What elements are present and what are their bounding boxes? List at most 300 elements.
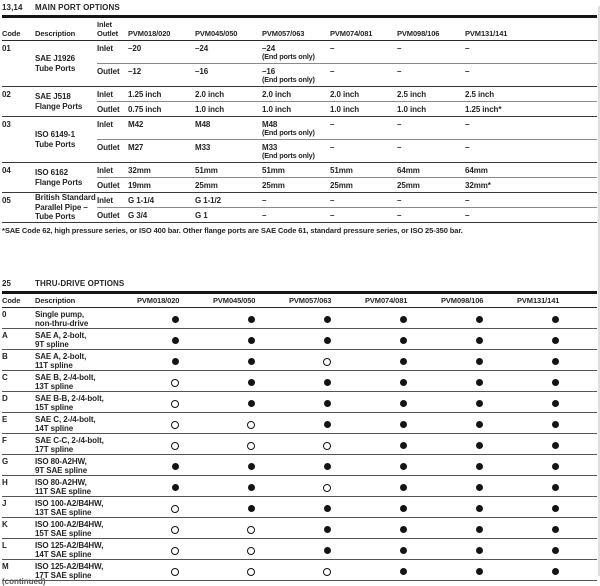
filled-dot-icon <box>248 505 255 512</box>
description-line: Parallel Pipe – <box>35 202 88 212</box>
column-header-code: Code <box>2 296 21 305</box>
port-value: 25mm <box>262 181 285 190</box>
column-header-model: PVM057/063 <box>262 29 305 38</box>
filled-dot-icon <box>476 316 483 323</box>
column-header-model: PVM131/141 <box>517 296 560 305</box>
row-code: J <box>2 498 7 508</box>
row-code: A <box>2 330 8 340</box>
availability-cell <box>137 434 213 454</box>
filled-dot-icon <box>552 358 559 365</box>
outlet-row-label: Outlet <box>97 101 128 116</box>
port-value-note: (End ports only) <box>262 128 315 137</box>
inlet-header-label: Inlet <box>97 20 112 29</box>
description-line: ISO 80-A2HW, <box>35 456 87 466</box>
outlet-header-label: Outlet <box>97 29 119 38</box>
port-value: 1.0 inch <box>330 105 359 114</box>
availability-cell <box>137 329 213 349</box>
port-value: – <box>465 120 470 129</box>
description-line: 9T spline <box>35 339 69 349</box>
port-value: –16 <box>262 67 276 76</box>
port-value-cell <box>195 117 262 139</box>
port-value: – <box>465 211 470 220</box>
availability-cell <box>137 476 213 496</box>
port-value-note: (End ports only) <box>262 75 315 84</box>
port-value-cell <box>465 41 597 63</box>
availability-cell <box>517 518 593 538</box>
inlet-row-label: Inlet <box>97 90 113 99</box>
filled-dot-icon <box>248 316 255 323</box>
filled-dot-icon <box>552 421 559 428</box>
port-value-cell <box>397 101 465 116</box>
availability-cell <box>441 413 517 433</box>
hollow-dot-icon <box>171 379 179 387</box>
description-line: SAE A, 2-bolt, <box>35 330 87 340</box>
availability-cell <box>365 455 441 475</box>
port-value-cell <box>465 101 597 116</box>
availability-cell <box>441 497 517 517</box>
table-footnote: *SAE Code 62, high pressure series, or ISO 400 bar. Other flange ports are SAE Code 61, standard pressure series, or ISO 25-350 bar. <box>2 226 463 235</box>
filled-dot-icon <box>324 379 331 386</box>
description-line: Flange Ports <box>35 101 83 111</box>
hollow-dot-icon <box>247 547 255 555</box>
row-description <box>35 413 137 433</box>
outlet-row-label: Outlet <box>97 207 128 222</box>
filled-dot-icon <box>552 316 559 323</box>
port-value: – <box>330 67 335 76</box>
main-port-row <box>2 117 597 163</box>
row-code: C <box>2 372 8 382</box>
availability-cell <box>365 560 441 580</box>
port-value: 32mm <box>128 166 151 175</box>
availability-cell <box>289 371 365 391</box>
availability-cell <box>365 371 441 391</box>
availability-cell <box>365 329 441 349</box>
filled-dot-icon <box>476 547 483 554</box>
port-value-cell <box>397 117 465 139</box>
availability-cell <box>213 434 289 454</box>
port-value-cell <box>397 177 465 192</box>
port-value-note: (End ports only) <box>262 52 315 61</box>
description-line: Single pump, <box>35 309 85 319</box>
row-description <box>35 539 137 559</box>
row-code: L <box>2 540 7 550</box>
filled-dot-icon <box>476 337 483 344</box>
port-value: – <box>330 143 335 152</box>
port-value: 2.0 inch <box>195 90 224 99</box>
availability-cell <box>441 392 517 412</box>
main-port-row <box>2 87 597 117</box>
column-header-model: PVM098/106 <box>441 296 484 305</box>
column-header-model: PVM074/081 <box>365 296 408 305</box>
filled-dot-icon <box>400 379 407 386</box>
availability-cell <box>289 350 365 370</box>
port-value-cell <box>128 177 195 192</box>
port-value-cell <box>195 207 262 222</box>
port-value-cell <box>195 101 262 116</box>
description-line: SAE B, 2-/4-bolt, <box>35 372 96 382</box>
inlet-row-label: Inlet <box>97 196 113 205</box>
filled-dot-icon <box>552 505 559 512</box>
main-port-options-section <box>0 0 600 276</box>
port-value: 19mm <box>128 181 151 190</box>
description-line: 17T SAE spline <box>35 570 92 580</box>
availability-cell <box>441 476 517 496</box>
column-header-description: Description <box>35 29 76 38</box>
description-line: 11T SAE spline <box>35 486 91 496</box>
availability-cell <box>289 413 365 433</box>
filled-dot-icon <box>172 337 179 344</box>
filled-dot-icon <box>324 421 331 428</box>
availability-cell <box>213 539 289 559</box>
port-value: 0.75 inch <box>128 105 162 114</box>
description-line: 13T SAE spline <box>35 507 92 517</box>
port-value-cell <box>262 117 330 139</box>
port-value-cell <box>128 207 195 222</box>
description-line: 11T spline <box>35 360 73 370</box>
section-title: THRU-DRIVE OPTIONS <box>35 279 125 288</box>
row-description <box>35 193 97 222</box>
port-value-cell <box>262 41 330 63</box>
description-line: 15T SAE spline <box>35 528 92 538</box>
filled-dot-icon <box>324 505 331 512</box>
port-value: M48 <box>262 120 278 129</box>
port-value: 25mm <box>330 181 353 190</box>
filled-dot-icon <box>400 547 407 554</box>
filled-dot-icon <box>400 526 407 533</box>
thru-drive-row <box>2 434 597 455</box>
description-line: Tube Ports <box>35 139 76 149</box>
hollow-dot-icon <box>171 526 179 534</box>
description-line: SAE C-C, 2-/4-bolt, <box>35 435 104 445</box>
filled-dot-icon <box>324 400 331 407</box>
main-port-row <box>2 193 597 223</box>
port-value-cell <box>330 41 397 63</box>
availability-cell <box>137 371 213 391</box>
port-value: –16 <box>195 67 209 76</box>
port-value-cell <box>465 177 597 192</box>
row-description <box>35 455 137 475</box>
availability-cell <box>137 455 213 475</box>
availability-cell <box>213 329 289 349</box>
port-value-cell <box>195 163 262 177</box>
description-line: Flange Ports <box>35 177 83 187</box>
row-description <box>35 168 97 187</box>
filled-dot-icon <box>400 568 407 575</box>
filled-dot-icon <box>400 358 407 365</box>
row-description <box>35 392 137 412</box>
column-header-model: PVM057/063 <box>289 296 332 305</box>
port-value-cell <box>397 63 465 86</box>
row-code: 0 <box>2 309 7 319</box>
port-value: M33 <box>262 143 278 152</box>
description-line: SAE B-B, 2-/4-bolt, <box>35 393 104 403</box>
availability-cell <box>441 455 517 475</box>
port-value-cell <box>397 139 465 162</box>
port-value: G 1-1/4 <box>128 196 154 205</box>
availability-cell <box>289 518 365 538</box>
port-value-cell <box>262 101 330 116</box>
hollow-dot-icon <box>323 568 331 576</box>
thru-drive-row <box>2 392 597 413</box>
availability-cell <box>137 413 213 433</box>
port-value: 64mm <box>465 166 488 175</box>
filled-dot-icon <box>476 505 483 512</box>
hollow-dot-icon <box>247 568 255 576</box>
availability-cell <box>213 413 289 433</box>
hollow-dot-icon <box>171 568 179 576</box>
outlet-row-label: Outlet <box>97 177 128 192</box>
section-heading-thru-drive <box>0 276 600 290</box>
section-heading-main-port <box>0 0 600 14</box>
main-port-header-row <box>2 18 597 41</box>
row-code: E <box>2 414 8 424</box>
description-line: ISO 125-A2/B4HW, <box>35 561 104 571</box>
port-value: 1.0 inch <box>195 105 224 114</box>
row-code: B <box>2 351 8 361</box>
port-value-cell <box>128 139 195 162</box>
availability-cell <box>213 308 289 328</box>
section-code: 13,14 <box>2 3 23 12</box>
availability-cell <box>137 539 213 559</box>
thru-drive-row <box>2 329 597 350</box>
port-value: – <box>465 143 470 152</box>
port-value: 25mm <box>195 181 218 190</box>
thru-drive-header-row <box>2 294 597 308</box>
availability-cell <box>213 392 289 412</box>
filled-dot-icon <box>324 337 331 344</box>
description-line: 9T SAE spline <box>35 465 88 475</box>
port-value-cell <box>465 63 597 86</box>
availability-cell <box>441 539 517 559</box>
filled-dot-icon <box>552 484 559 491</box>
page-cutoff-text: (continued) <box>2 577 46 586</box>
port-value-cell <box>330 207 397 222</box>
port-value: – <box>397 67 402 76</box>
description-line: 15T spline <box>35 402 74 412</box>
port-value-cell <box>465 139 597 162</box>
port-value-cell <box>128 193 195 207</box>
availability-cell <box>365 308 441 328</box>
availability-cell <box>213 350 289 370</box>
port-value: – <box>397 143 402 152</box>
filled-dot-icon <box>248 400 255 407</box>
description-line: ISO 6162 <box>35 168 69 177</box>
filled-dot-icon <box>324 316 331 323</box>
hollow-dot-icon <box>247 421 255 429</box>
filled-dot-icon <box>400 337 407 344</box>
availability-cell <box>289 329 365 349</box>
port-value: – <box>397 44 402 53</box>
availability-cell <box>517 392 593 412</box>
port-value-cell <box>397 193 465 207</box>
hollow-dot-icon <box>171 442 179 450</box>
filled-dot-icon <box>476 358 483 365</box>
filled-dot-icon <box>400 505 407 512</box>
filled-dot-icon <box>324 526 331 533</box>
main-port-row <box>2 163 597 193</box>
port-value: – <box>330 211 335 220</box>
filled-dot-icon <box>248 358 255 365</box>
availability-cell <box>517 308 593 328</box>
port-value: 51mm <box>195 166 218 175</box>
port-value: 1.25 inch <box>128 90 162 99</box>
port-value-cell <box>330 117 397 139</box>
row-description <box>35 476 137 496</box>
filled-dot-icon <box>476 568 483 575</box>
row-code: G <box>2 456 9 466</box>
port-value-cell <box>195 87 262 101</box>
description-line: 17T spline <box>35 444 74 454</box>
port-value-cell <box>330 87 397 101</box>
availability-cell <box>213 560 289 580</box>
port-value: 2.0 inch <box>330 90 359 99</box>
availability-cell <box>137 497 213 517</box>
port-value: –24 <box>195 44 209 53</box>
availability-cell <box>365 434 441 454</box>
port-value: M48 <box>195 120 211 129</box>
port-value: G 1 <box>195 211 208 220</box>
filled-dot-icon <box>172 316 179 323</box>
description-line: 14T spline <box>35 423 74 433</box>
availability-cell <box>289 560 365 580</box>
hollow-dot-icon <box>247 526 255 534</box>
filled-dot-icon <box>172 358 179 365</box>
filled-dot-icon <box>172 463 179 470</box>
availability-cell <box>137 560 213 580</box>
availability-cell <box>517 371 593 391</box>
port-value: –12 <box>128 67 142 76</box>
row-code: 04 <box>2 166 11 175</box>
availability-cell <box>289 455 365 475</box>
port-value: – <box>397 120 402 129</box>
section-code: 25 <box>2 279 12 288</box>
row-description <box>35 518 137 538</box>
filled-dot-icon <box>552 526 559 533</box>
thru-drive-row <box>2 371 597 392</box>
thru-drive-row <box>2 497 597 518</box>
availability-cell <box>441 560 517 580</box>
availability-cell <box>517 413 593 433</box>
filled-dot-icon <box>400 484 407 491</box>
section-title: MAIN PORT OPTIONS <box>35 3 120 12</box>
availability-cell <box>441 329 517 349</box>
port-value: 25mm <box>397 181 420 190</box>
description-line: SAE A, 2-bolt, <box>35 351 87 361</box>
availability-cell <box>365 350 441 370</box>
availability-cell <box>441 308 517 328</box>
hollow-dot-icon <box>323 442 331 450</box>
port-value-cell <box>262 63 330 86</box>
row-description <box>35 560 137 580</box>
row-description <box>35 130 97 149</box>
port-value-cell <box>262 193 330 207</box>
main-port-rows <box>0 41 600 223</box>
port-value-cell <box>262 163 330 177</box>
port-value-cell <box>330 63 397 86</box>
availability-cell <box>289 392 365 412</box>
port-value-cell <box>195 41 262 63</box>
row-description <box>35 434 137 454</box>
thru-drive-row <box>2 539 597 560</box>
port-value-cell <box>128 101 195 116</box>
availability-cell <box>517 350 593 370</box>
column-header-model: PVM074/081 <box>330 29 373 38</box>
port-value-cell <box>128 117 195 139</box>
description-line: ISO 6149-1 <box>35 130 75 139</box>
availability-cell <box>365 497 441 517</box>
availability-cell <box>365 518 441 538</box>
filled-dot-icon <box>248 337 255 344</box>
description-line: SAE C, 2-/4-bolt, <box>35 414 96 424</box>
description-line: ISO 125-A2/B4HW, <box>35 540 104 550</box>
filled-dot-icon <box>552 337 559 344</box>
row-description <box>35 329 137 349</box>
hollow-dot-icon <box>323 358 331 366</box>
filled-dot-icon <box>552 442 559 449</box>
port-value-cell <box>128 163 195 177</box>
description-line: SAE J518 <box>35 92 71 101</box>
filled-dot-icon <box>552 379 559 386</box>
port-value-cell <box>397 87 465 101</box>
availability-cell <box>517 560 593 580</box>
filled-dot-icon <box>552 463 559 470</box>
description-line: 14T SAE spline <box>35 549 92 559</box>
port-value-cell <box>128 63 195 86</box>
availability-cell <box>441 371 517 391</box>
row-description <box>35 92 97 111</box>
port-value: 32mm* <box>465 181 491 190</box>
port-value-cell <box>330 177 397 192</box>
port-value-cell <box>465 163 597 177</box>
port-value: 1.0 inch <box>397 105 426 114</box>
filled-dot-icon <box>248 379 255 386</box>
availability-cell <box>517 329 593 349</box>
row-code: 01 <box>2 44 11 53</box>
row-description <box>35 308 137 328</box>
availability-cell <box>213 518 289 538</box>
availability-cell <box>289 497 365 517</box>
port-value: 51mm <box>262 166 285 175</box>
port-value-cell <box>397 207 465 222</box>
port-value-cell <box>465 117 597 139</box>
port-value-cell <box>397 163 465 177</box>
port-value: – <box>262 196 267 205</box>
port-value-cell <box>195 193 262 207</box>
filled-dot-icon <box>476 442 483 449</box>
description-line: British Standard <box>35 193 96 203</box>
availability-cell <box>137 308 213 328</box>
filled-dot-icon <box>324 463 331 470</box>
port-value: M33 <box>195 143 211 152</box>
filled-dot-icon <box>476 400 483 407</box>
availability-cell <box>517 476 593 496</box>
port-value-note: (End ports only) <box>262 151 315 160</box>
column-header-model: PVM131/141 <box>465 29 508 38</box>
filled-dot-icon <box>476 421 483 428</box>
port-value: – <box>465 44 470 53</box>
port-value-cell <box>465 207 597 222</box>
availability-cell <box>441 434 517 454</box>
port-value-cell <box>465 193 597 207</box>
port-value: – <box>330 120 335 129</box>
filled-dot-icon <box>476 379 483 386</box>
port-value: –24 <box>262 44 276 53</box>
column-header-inlet-outlet <box>97 20 128 40</box>
row-code: 02 <box>2 90 11 99</box>
filled-dot-icon <box>324 547 331 554</box>
port-value: G 3/4 <box>128 211 148 220</box>
port-value: M42 <box>128 120 144 129</box>
